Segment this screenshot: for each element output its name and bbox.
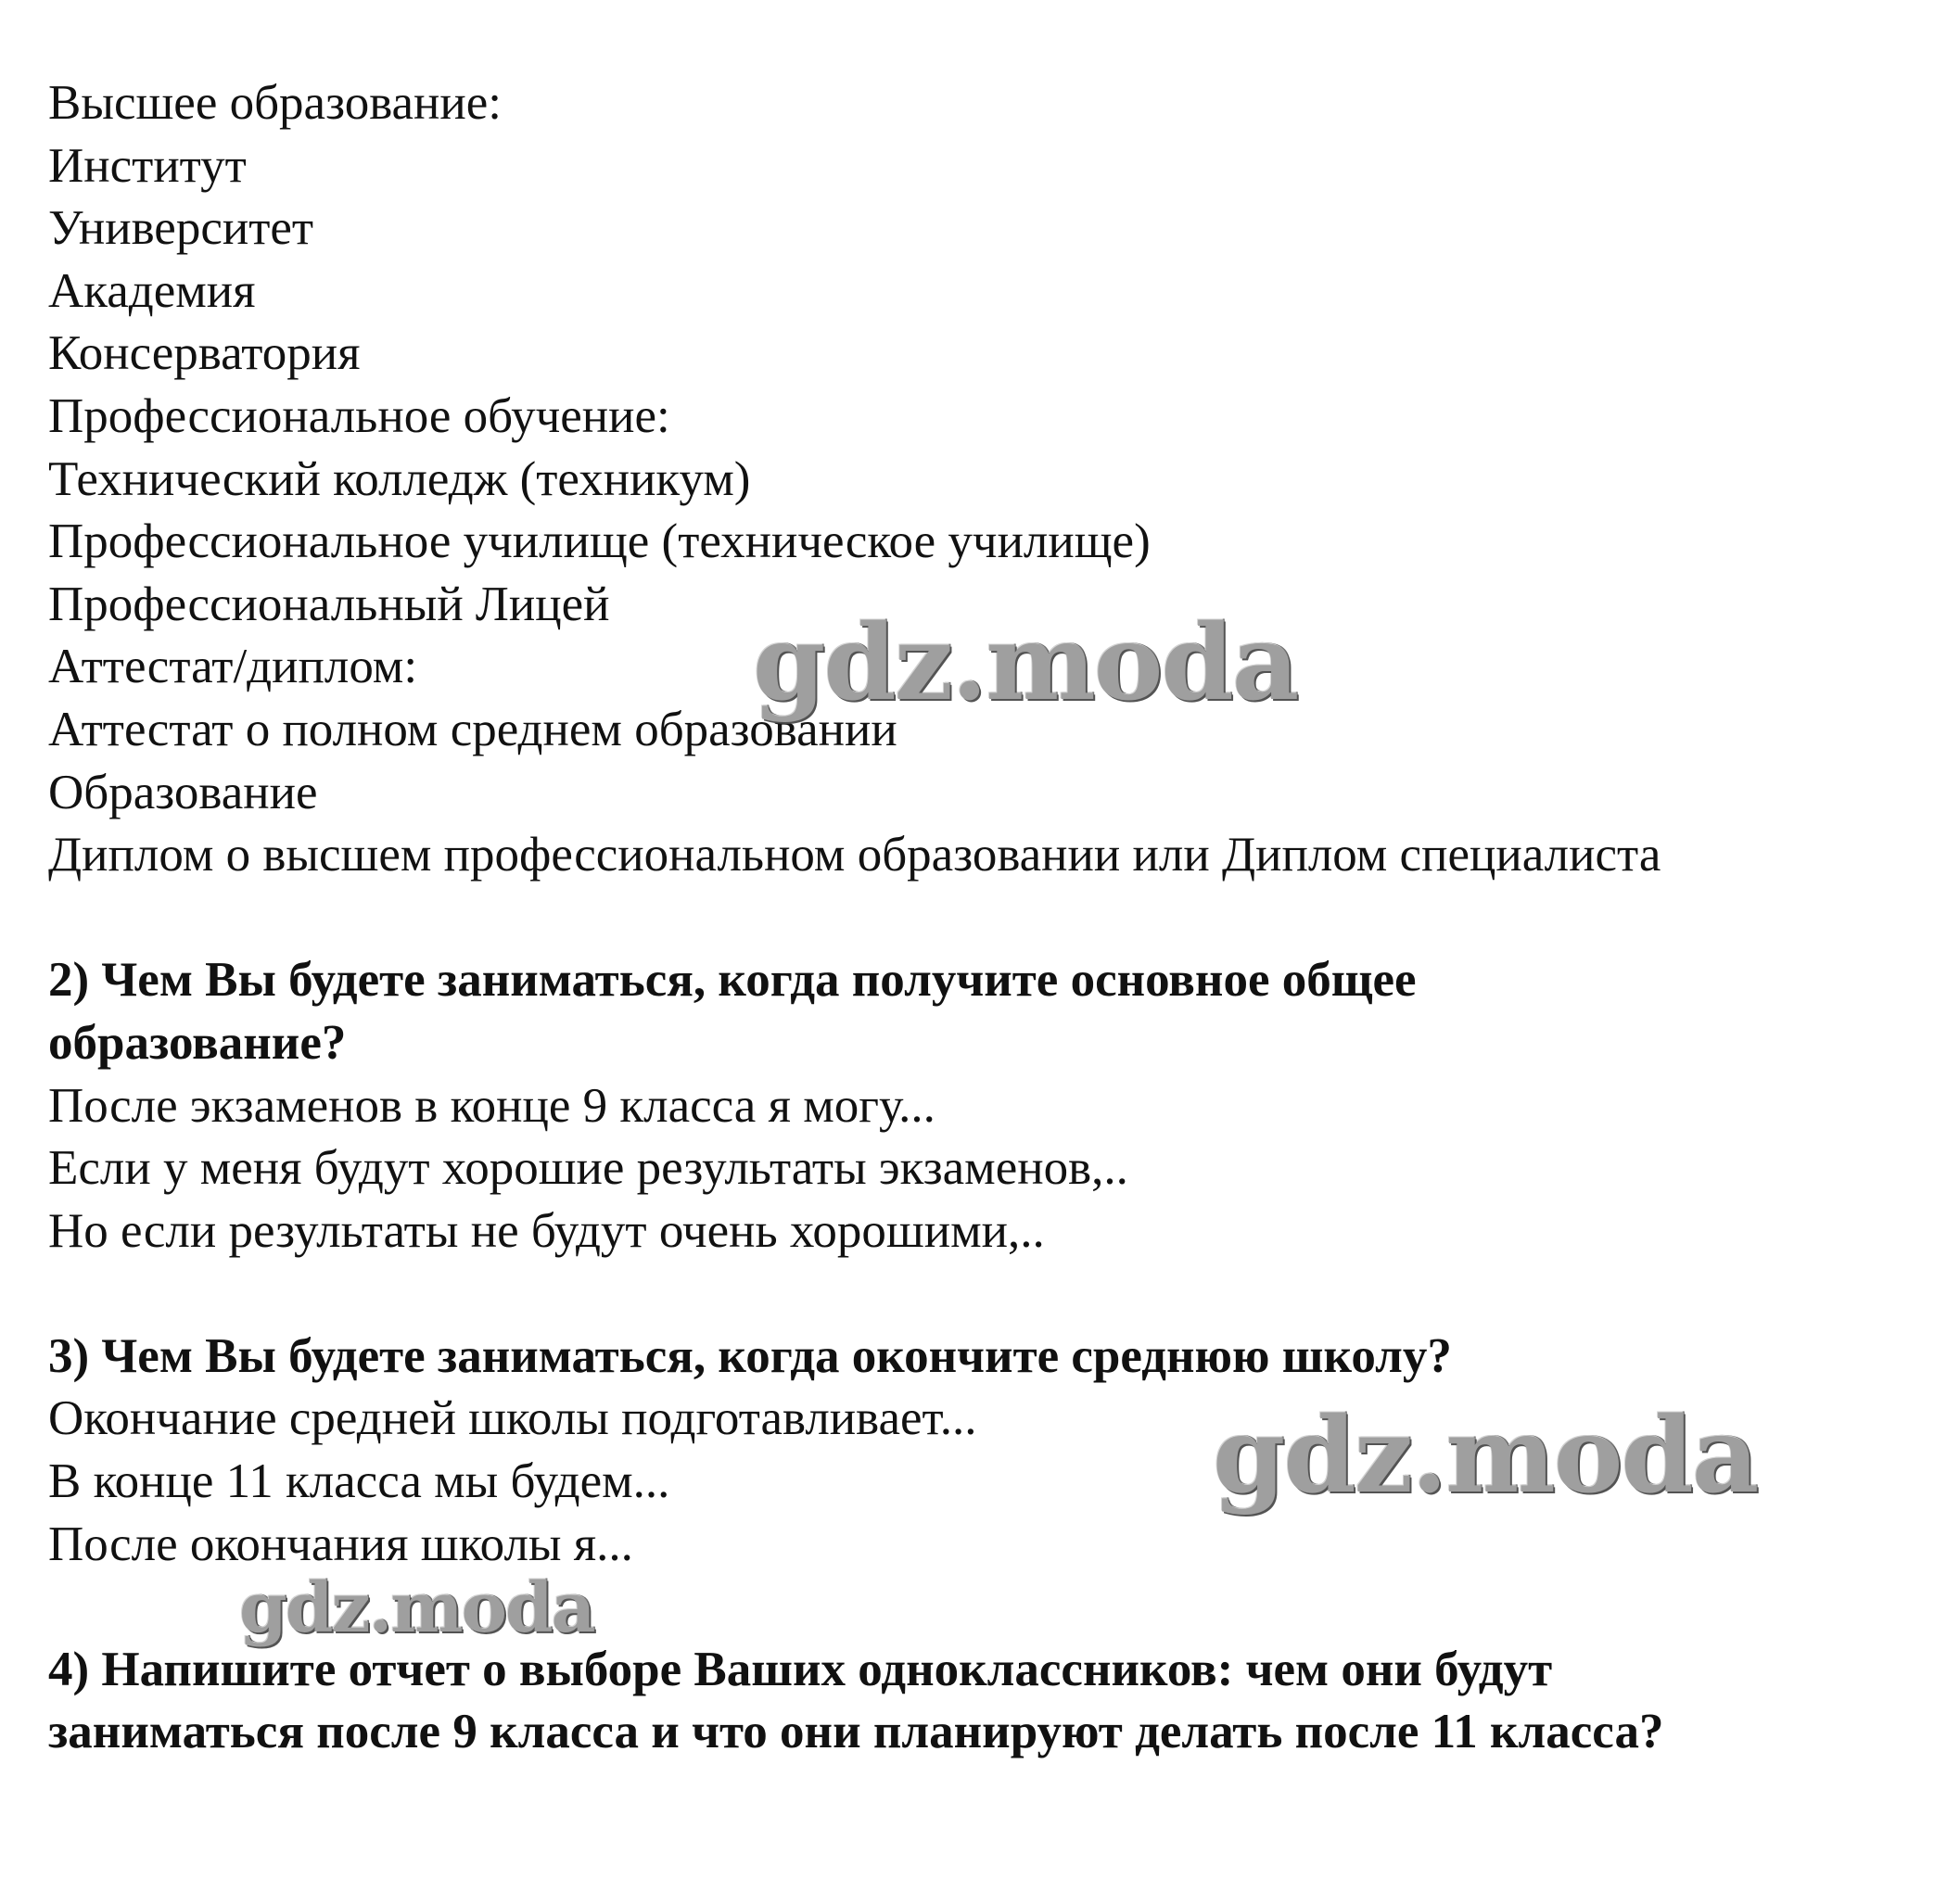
text-line: Диплом о высшем профессиональном образовании или Диплом специалиста xyxy=(48,828,1661,882)
text-line: Аттестат/диплом: xyxy=(48,640,418,694)
question-heading: 2) Чем Вы будете заниматься, когда получите основное общее xyxy=(48,953,1417,1008)
text-line: Если у меня будут хорошие результаты экзаменов,.. xyxy=(48,1141,1128,1196)
text-line: Профессиональное училище (техническое училище) xyxy=(48,514,1151,569)
blank-line xyxy=(48,1263,1902,1326)
text-line: В конце 11 класса мы будем... xyxy=(48,1454,670,1509)
text-line: После экзаменов в конце 9 класса я могу... xyxy=(48,1078,935,1133)
text-line: Окончание средней школы подготавливает... xyxy=(48,1391,977,1446)
document-text xyxy=(48,72,1902,1764)
question-heading: образование? xyxy=(48,1015,347,1070)
text-line: Консерватория xyxy=(48,326,361,381)
blank-line xyxy=(48,887,1902,950)
watermark-logo: gdz.moda xyxy=(1213,1395,1758,1517)
question-heading: 3) Чем Вы будете заниматься, когда окончите среднюю школу? xyxy=(48,1328,1452,1383)
question-heading: заниматься после 9 класса и что они планируют делать после 11 класса? xyxy=(48,1705,1664,1759)
watermark-logo: gdz.moda xyxy=(239,1568,594,1648)
watermark-logo: gdz.moda xyxy=(753,603,1298,724)
text-line: Университет xyxy=(48,201,314,256)
text-line: После окончания школы я... xyxy=(48,1517,633,1571)
text-line: Академия xyxy=(48,263,256,318)
text-line: Профессиональный Лицей xyxy=(48,577,610,631)
text-line: Технический колледж (техникум) xyxy=(48,451,751,506)
text-line: Институт xyxy=(48,138,247,193)
text-line: Профессиональное обучение: xyxy=(48,388,670,443)
text-line: Образование xyxy=(48,765,318,819)
text-line: Высшее образование: xyxy=(48,76,503,130)
text-line: Но если результаты не будут очень хорошими,.. xyxy=(48,1203,1045,1258)
text-line: Аттестат о полном среднем образовании xyxy=(48,702,897,756)
question-heading: 4) Напишите отчет о выборе Ваших одноклассников: чем они будут xyxy=(48,1642,1553,1696)
blank-line xyxy=(48,1576,1902,1639)
